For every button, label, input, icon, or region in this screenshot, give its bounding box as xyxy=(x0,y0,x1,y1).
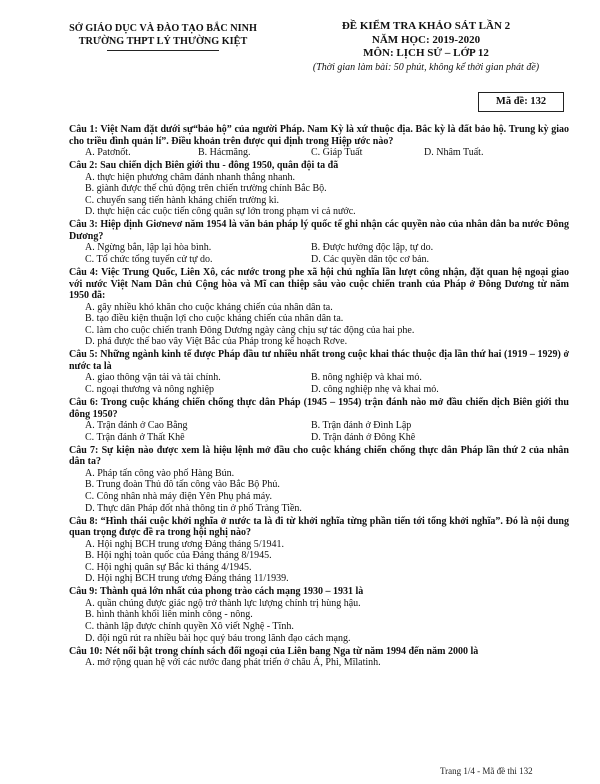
question-label: Câu 1: xyxy=(69,124,101,135)
question-body: Hiệp định Giơnevơ năm 1954 là văn bản pháp lý quốc tế ghi nhận các quyền nào của nhân dân ba nước Đông Dương? xyxy=(69,219,569,242)
answer-option: B. Hácmăng. xyxy=(198,147,251,159)
question-text xyxy=(69,160,569,172)
question-label: Câu 7: xyxy=(69,444,102,456)
answer-option: A. Trận đánh ở Cao Bằng xyxy=(85,420,188,432)
question-text xyxy=(69,267,569,302)
answer-option: D. Nhâm Tuất. xyxy=(424,147,484,159)
question-7 xyxy=(69,445,569,514)
exam-title: ĐỀ KIỂM TRA KHẢO SÁT LẦN 2 xyxy=(341,20,511,32)
question-text xyxy=(69,445,569,468)
answer-option: A. thực hiện phương châm đánh nhanh thắng nhanh. xyxy=(85,171,295,183)
exam-code-box: Mã đề: 132 xyxy=(478,92,564,112)
question-text xyxy=(69,516,569,539)
answer-options xyxy=(69,598,569,644)
answer-option: B. tạo điều kiện thuận lợi cho cuộc kháng chiến của nhân dân ta. xyxy=(85,313,344,325)
answer-option: C. Tổ chức tổng tuyển cử tự do. xyxy=(85,254,213,266)
answer-options xyxy=(69,657,569,669)
header-left xyxy=(52,22,274,51)
question-label: Câu 4: xyxy=(69,267,102,279)
question-text xyxy=(69,397,569,420)
question-body: Sự kiện nào được xem là hiệu lệnh mở đầu cho cuộc kháng chiến chống thực dân Pháp lần thứ 2 của nhân dân ta? xyxy=(69,444,569,468)
school-name: TRƯỜNG THPT LÝ THƯỜNG KIỆT xyxy=(78,36,248,47)
answer-option: C. thành lập được chính quyền Xô viết Nghệ - Tĩnh. xyxy=(85,620,294,632)
header-right xyxy=(306,20,546,74)
answer-option: C. làm cho cuộc chiến tranh Đông Dương ngày càng chịu sự tác động của hai phe. xyxy=(85,324,415,336)
answer-options xyxy=(69,302,569,348)
answer-option: C. ngoại thương và nông nghiệp xyxy=(85,384,215,396)
department-name: SỞ GIÁO DỤC VÀ ĐÀO TẠO BẮC NINH xyxy=(69,23,257,34)
question-6 xyxy=(69,397,569,443)
answer-option: C. chuyển sang tiến hành kháng chiến trường kì. xyxy=(85,194,279,206)
question-label: Câu 6: xyxy=(69,397,102,409)
answer-option: A. Ngừng bắn, lập lại hòa bình. xyxy=(85,242,212,254)
answer-option: C. Công nhân nhà máy điện Yên Phụ phá máy. xyxy=(85,490,273,502)
question-8 xyxy=(69,516,569,585)
question-label: Câu 3: xyxy=(69,219,101,231)
question-body: “Hình thái cuộc khởi nghĩa ở nước ta là đi từ khởi nghĩa từng phần tiến tới tổng khởi nghĩa”. Đó là nội dung quan trọng được đề ra trong hội nghị nào? xyxy=(69,515,569,539)
question-list xyxy=(69,124,569,670)
answer-options xyxy=(69,242,569,265)
answer-option: B. giành được thế chủ động trên chiến trường chính Bắc Bộ. xyxy=(85,183,327,195)
answer-option: C. Giáp Tuất xyxy=(311,147,363,159)
answer-options xyxy=(69,372,569,395)
question-text xyxy=(69,646,569,658)
answer-option: B. nông nghiệp và khai mỏ. xyxy=(311,372,422,384)
question-body: Nét nổi bật trong chính sách đối ngoại của Liên bang Nga từ năm 1994 đến năm 2000 là xyxy=(105,645,479,657)
question-10 xyxy=(69,646,569,669)
answer-option: A. Pháp tấn công vào phố Hàng Bún. xyxy=(85,467,235,479)
header-underline xyxy=(107,50,219,51)
question-1 xyxy=(69,124,569,159)
question-label: Câu 2: xyxy=(69,160,101,172)
question-text xyxy=(69,124,569,147)
answer-option: C. Hội nghị quân sự Bắc kì tháng 4/1945. xyxy=(85,561,252,573)
answer-options xyxy=(69,539,569,585)
question-3 xyxy=(69,219,569,265)
answer-option: B. Trung đoàn Thủ đô tấn công vào Bắc Bộ Phủ. xyxy=(85,479,280,491)
answer-option: A. gây nhiều khó khăn cho cuộc kháng chiến của nhân dân ta. xyxy=(85,301,333,313)
question-4 xyxy=(69,267,569,348)
answer-option: B. Hội nghị toàn quốc của Đảng tháng 8/1945. xyxy=(85,550,272,562)
answer-option: A. Patơnốt. xyxy=(85,147,131,159)
question-text xyxy=(69,219,569,242)
school-year: NĂM HỌC: 2019-2020 xyxy=(371,33,481,46)
question-5 xyxy=(69,349,569,395)
answer-options xyxy=(69,172,569,218)
answer-option: A. giao thông vận tải và tài chính. xyxy=(85,372,221,384)
answer-option: D. phá được thế bao vây Việt Bắc của Pháp trong kế hoạch Rơve. xyxy=(85,336,348,348)
answer-option: D. Thực dân Pháp đốt nhà thông tin ở phố Tràng Tiền. xyxy=(85,502,302,514)
question-body: Những ngành kinh tế được Pháp đầu tư nhiều nhất trong cuộc khai thác thuộc địa lần thứ hai (1919 – 1929) ở nước ta là xyxy=(69,349,569,372)
answer-option: D. Hội nghị BCH trung ương Đảng tháng 11/1939. xyxy=(85,573,289,585)
question-text xyxy=(69,586,569,598)
page-footer: Trang 1/4 - Mã đề thi 132 xyxy=(440,766,533,776)
answer-option: D. Các quyền dân tộc cơ bản. xyxy=(311,254,430,266)
answer-option: B. Trận đánh ở Đình Lập xyxy=(311,420,412,432)
question-body: Trong cuộc kháng chiến chống thực dân Pháp (1945 – 1954) trận đánh nào mở đầu chiến dịch Biên giới thu đông 1950? xyxy=(69,397,569,420)
answer-option: C. Trận đánh ở Thất Khê xyxy=(85,431,185,443)
answer-option: D. đội ngũ rút ra nhiều bài học quý báu trong lãnh đạo cách mạng. xyxy=(85,632,351,644)
answer-option: D. công nghiệp nhẹ và khai mỏ. xyxy=(311,384,439,396)
answer-option: B. hình thành khối liên minh công - nông. xyxy=(85,609,253,621)
question-text xyxy=(69,349,569,372)
question-2 xyxy=(69,160,569,218)
subject: MÔN: LỊCH SỬ – LỚP 12 xyxy=(363,47,489,59)
answer-option: D. Trận đánh ở Đông Khê xyxy=(311,431,416,443)
answer-options xyxy=(69,147,569,159)
question-body: Thành quả lớn nhất của phong trào cách mạng 1930 – 1931 là xyxy=(99,586,364,598)
question-label: Câu 8: xyxy=(69,515,101,527)
answer-option: B. Được hưởng độc lập, tự do. xyxy=(311,242,434,254)
answer-option: D. thực hiện các cuộc tiến công quân sự lớn trong phạm vi cả nước. xyxy=(85,206,356,218)
question-label: Câu 9: xyxy=(69,586,100,598)
answer-option: A. quần chúng được giác ngộ trở thành lực lượng chính trị hùng hậu. xyxy=(85,597,361,609)
question-9 xyxy=(69,586,569,644)
answer-option: A. mở rộng quan hệ với các nước đang phát triển ở châu Á, Phi, Mĩlatinh. xyxy=(85,657,381,669)
question-body: Sau chiến dịch Biên giới thu - đông 1950, quân đội ta đã xyxy=(100,160,339,172)
question-label: Câu 10: xyxy=(69,645,106,657)
question-body: Việc Trung Quốc, Liên Xô, các nước trong phe xã hội chủ nghĩa lần lượt công nhận, đặt quan hệ ngoại giao với nước Việt Nam Dân chủ Cộng hòa và Mĩ can thiệp sâu vào cuộc chiến tranh của Pháp ở Đông Dương từ năm 1950 đã: xyxy=(69,267,569,302)
answer-options xyxy=(69,420,569,443)
question-body: Việt Nam đặt dưới sự“bảo hộ” của người Pháp. Nam Kỳ là xứ thuộc địa. Bắc kỳ là đất bảo hộ. Trung kỳ giao cho triều đình quản lí”. Điều khoản trên được qui định trong Hiệp ước nào? xyxy=(69,124,570,147)
question-label: Câu 5: xyxy=(69,349,101,361)
time-note: (Thời gian làm bài: 50 phút, không kể thời gian phát đề) xyxy=(312,61,540,73)
answer-options xyxy=(69,468,569,514)
answer-option: A. Hội nghị BCH trung ương Đảng tháng 5/1941. xyxy=(85,538,285,550)
